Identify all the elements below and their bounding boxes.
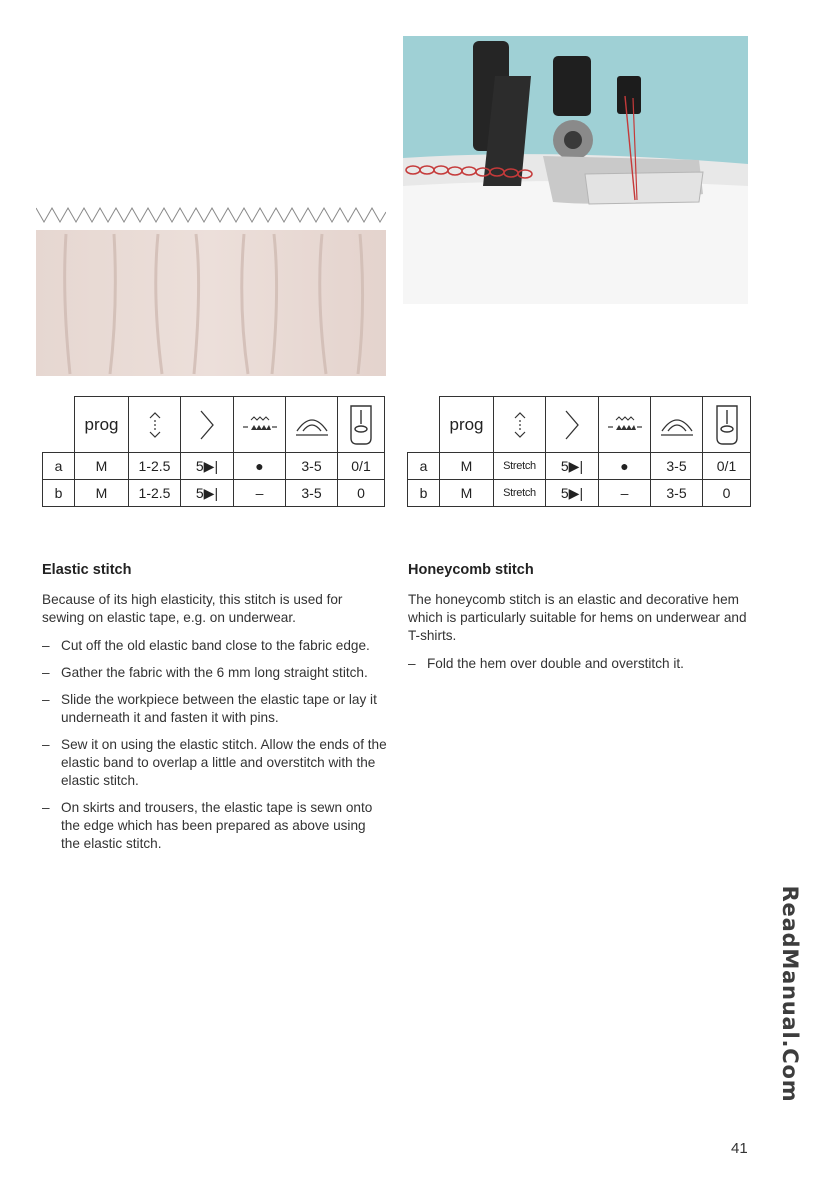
- prog-header: prog: [440, 397, 494, 453]
- section-title: Elastic stitch: [42, 562, 132, 578]
- row-label: b: [408, 480, 440, 507]
- thread-tension-icon: [651, 397, 703, 453]
- stitch-length-icon: [129, 397, 181, 453]
- presser-foot-icon: [338, 397, 385, 453]
- thread-tension-icon: [286, 397, 338, 453]
- differential-value: –: [234, 480, 286, 507]
- settings-header-row: [408, 397, 751, 453]
- page-number: 41: [731, 1140, 748, 1157]
- list-item: – Slide the workpiece between the elastic tape or lay it underneath it and fasten it with pins.: [42, 691, 387, 727]
- list-item: – Gather the fabric with the 6 mm long straight stitch.: [42, 664, 387, 682]
- width-value: 5▶|: [181, 453, 234, 480]
- differential-feed-icon: [234, 397, 286, 453]
- table-corner: [408, 397, 440, 453]
- table-row: [43, 480, 385, 507]
- tension-value: 3-5: [651, 480, 703, 507]
- instruction-list: [42, 637, 387, 853]
- list-item: – Cut off the old elastic band close to the fabric edge.: [42, 637, 387, 655]
- stitch-width-icon: [181, 397, 234, 453]
- honeycomb-stitch-section: [408, 561, 753, 682]
- differential-feed-icon: [599, 397, 651, 453]
- tension-value: 3-5: [286, 480, 338, 507]
- table-row: [408, 453, 751, 480]
- width-value: 5▶|: [181, 480, 234, 507]
- list-item: – Fold the hem over double and overstitch it.: [408, 655, 753, 673]
- table-row: [408, 480, 751, 507]
- honeycomb-stitch-machine-image: [403, 36, 748, 304]
- foot-value: 0/1: [338, 453, 385, 480]
- list-item: – Sew it on using the elastic stitch. Allow the ends of the elastic band to overlap a little and overstitch with the elastic stitch.: [42, 736, 387, 790]
- row-label: a: [408, 453, 440, 480]
- row-label: a: [43, 453, 75, 480]
- prog-header: prog: [75, 397, 129, 453]
- foot-value: 0: [703, 480, 751, 507]
- tension-value: 3-5: [286, 453, 338, 480]
- foot-value: 0: [338, 480, 385, 507]
- elastic-stitch-fabric-image: [36, 196, 386, 376]
- length-value: 1-2.5: [129, 480, 181, 507]
- length-value: Stretch: [494, 480, 546, 507]
- prog-value: M: [440, 453, 494, 480]
- watermark: [773, 866, 807, 1122]
- section-title: Honeycomb stitch: [408, 562, 534, 578]
- prog-value: M: [75, 453, 129, 480]
- table-row: [43, 453, 385, 480]
- section-intro: The honeycomb stitch is an elastic and decorative hem which is particularly suitable for hems on underwear and T-shirts.: [408, 592, 747, 643]
- instruction-list: [408, 655, 753, 673]
- length-value: 1-2.5: [129, 453, 181, 480]
- elastic-stitch-settings-table: [42, 396, 385, 507]
- differential-value: –: [599, 480, 651, 507]
- width-value: 5▶|: [546, 480, 599, 507]
- elastic-stitch-section: [42, 561, 387, 862]
- differential-value: ●: [599, 453, 651, 480]
- prog-value: M: [75, 480, 129, 507]
- stitch-width-icon: [546, 397, 599, 453]
- row-label: b: [43, 480, 75, 507]
- tension-value: 3-5: [651, 453, 703, 480]
- presser-foot-icon: [703, 397, 751, 453]
- list-item: – On skirts and trousers, the elastic tape is sewn onto the edge which has been prepared as above using the elastic stitch.: [42, 799, 387, 853]
- stitch-length-icon: [494, 397, 546, 453]
- prog-value: M: [440, 480, 494, 507]
- honeycomb-stitch-settings-table: [407, 396, 751, 507]
- width-value: 5▶|: [546, 453, 599, 480]
- watermark-text: ReadManual.Com: [778, 885, 802, 1103]
- differential-value: ●: [234, 453, 286, 480]
- section-intro: Because of its high elasticity, this stitch is used for sewing on elastic tape, e.g. on underwear.: [42, 592, 343, 625]
- length-value: Stretch: [494, 453, 546, 480]
- table-corner: [43, 397, 75, 453]
- foot-value: 0/1: [703, 453, 751, 480]
- settings-header-row: [43, 397, 385, 453]
